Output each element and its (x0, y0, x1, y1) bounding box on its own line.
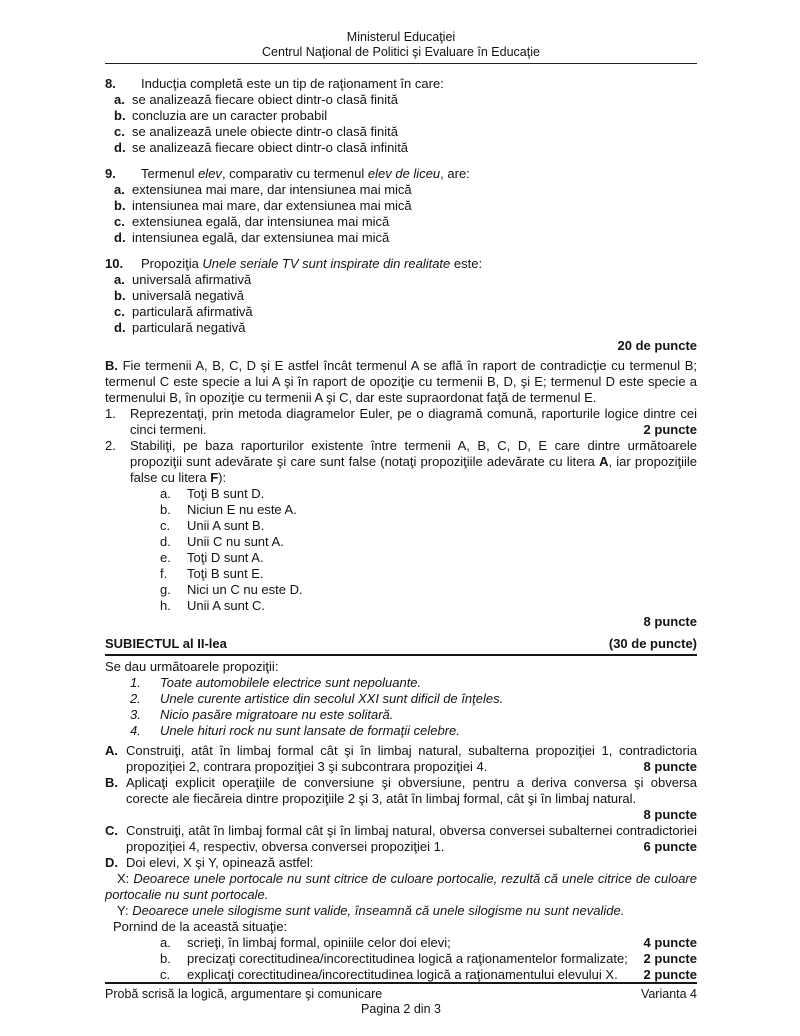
question-number: 8. (105, 76, 116, 91)
statement-label: e. (160, 550, 171, 565)
question-number: 9. (105, 166, 116, 181)
option-label: b. (114, 108, 126, 123)
statement-label: b. (160, 502, 171, 517)
statement-text: Unii A sunt B. (187, 518, 265, 533)
statement-text: Nici un C nu este D. (187, 582, 303, 597)
statement-label: c. (160, 518, 171, 533)
option-b (105, 288, 697, 304)
partB-item-2 (105, 438, 697, 486)
statement-text: Toţi B sunt E. (187, 566, 264, 581)
item-number: 2. (105, 438, 116, 453)
option-label: d. (114, 320, 126, 335)
option-text: extensiunea egală, dar intensiunea mai mică (132, 214, 390, 229)
proposition-text: Unele curente artistice din secolul XXI sunt dificil de înţeles. (160, 691, 504, 706)
subtask-points: 4 puncte (643, 935, 697, 950)
option-d (105, 320, 697, 336)
option-label: d. (114, 230, 126, 245)
proposition-number: 3. (130, 707, 141, 722)
subject2-total-points: (30 de puncte) (608, 636, 697, 651)
option-label: a. (114, 92, 125, 107)
task-C (105, 823, 697, 855)
subtask-label: a. (160, 935, 171, 950)
subtask-c (105, 967, 697, 983)
option-text: intensiunea mai mare, dar extensiunea mai mică (132, 198, 412, 213)
option-label: d. (114, 140, 126, 155)
task-label: A. (105, 743, 118, 758)
option-c (105, 214, 697, 230)
option-b (105, 108, 697, 124)
statement-g (105, 582, 697, 598)
document-header (105, 30, 697, 64)
option-text: extensiunea mai mare, dar intensiunea mai mică (132, 182, 412, 197)
option-c (105, 304, 697, 320)
question-9 (105, 166, 697, 246)
document-body (105, 30, 697, 983)
option-c (105, 124, 697, 140)
option-label: b. (114, 198, 126, 213)
statement-f (105, 566, 697, 582)
subtask-points: 2 puncte (643, 967, 697, 982)
option-d (105, 140, 697, 156)
footer-variant: Varianta 4 (640, 987, 697, 1001)
subject2-subtasks (105, 935, 697, 983)
proposition-number: 4. (130, 723, 141, 738)
statement-label: h. (160, 598, 171, 613)
task-label: B. (105, 775, 118, 790)
statement-text: Toţi B sunt D. (187, 486, 265, 501)
subtask-label: b. (160, 951, 171, 966)
proposition-text: Toate automobilele electrice sunt nepoluante. (160, 675, 422, 690)
subject2-lead: Se dau următoarele propoziţii: (105, 659, 279, 674)
option-label: a. (114, 272, 125, 287)
statement-text: Niciun E nu este A. (187, 502, 297, 517)
option-d (105, 230, 697, 246)
statement-c (105, 518, 697, 534)
subtask-a (105, 935, 697, 951)
partB-points: 8 puncte (643, 614, 697, 629)
subject2-propositions (105, 675, 697, 739)
statement-a (105, 486, 697, 502)
subject2-heading (105, 636, 697, 656)
subtask-text: explicaţi corectitudinea/incorectitudinea logică a raţionamentului elevului X. (187, 967, 618, 982)
task-D (105, 855, 697, 871)
partB-intro: B. Fie termenii A, B, C, D şi E astfel încât termenul A se află în raport de contradicţie cu termenul B; termenul C este specie a lui A şi în raport de opoziţie cu termenii B, D, şi E; termenul D este specie a termenului B, în opoziţie cu termenii A şi C, dar este supraordonat faţă de termenul E. (105, 358, 697, 405)
task-label: D. (105, 855, 118, 870)
item-text: Reprezentaţi, prin metoda diagramelor Euler, pe o diagramă comună, raporturile logice dintre cei cinci termeni. (130, 406, 697, 437)
item-points: 2 puncte (643, 422, 697, 437)
document-footer (105, 982, 697, 1017)
statement-b (105, 502, 697, 518)
task-B-points: 8 puncte (643, 807, 697, 822)
task-text: Construiţi, atât în limbaj formal cât şi în limbaj natural, subalterna propoziţiei 1, contradictoria propoziţiei 2, contrara propoziţiei 3 şi subcontrara propoziţiei 4. (126, 743, 697, 774)
task-label: C. (105, 823, 118, 838)
center-title: Centrul Naţional de Politici şi Evaluare în Educaţie (262, 45, 540, 59)
item-text: Stabiliţi, pe baza raporturilor existente între termenii A, B, C, D, E care dintre următoarele propoziţii sunt adevărate şi care sunt false (notaţi propoziţiile adevărate cu litera A, iar propoziţiile false cu litera F): (130, 438, 697, 485)
footer-exam-name: Probă scrisă la logică, argumentare şi comunicare (105, 987, 383, 1001)
option-text: intensiunea egală, dar extensiunea mai mică (132, 230, 390, 245)
option-text: particulară afirmativă (132, 304, 253, 319)
option-text: particulară negativă (132, 320, 246, 335)
option-label: c. (114, 214, 125, 229)
subject2-title: SUBIECTUL al II-lea (105, 636, 227, 651)
proposition-text: Nicio pasăre migratoare nu este solitară. (160, 707, 394, 722)
statement-label: g. (160, 582, 171, 597)
subtask-text: scrieţi, în limbaj formal, opiniile celor doi elevi; (187, 935, 451, 950)
option-label: c. (114, 124, 125, 139)
option-text: universală negativă (132, 288, 245, 303)
task-A (105, 743, 697, 775)
item-number: 1. (105, 406, 116, 421)
subtask-b (105, 951, 697, 967)
footer-page-number: Pagina 2 din 3 (361, 1002, 441, 1016)
proposition-number: 2. (130, 691, 141, 706)
option-a (105, 182, 697, 198)
option-text: concluzia are un caracter probabil (132, 108, 328, 123)
task-points: 8 puncte (643, 759, 697, 774)
statement-d (105, 534, 697, 550)
statement-label: f. (160, 566, 168, 581)
statement-label: d. (160, 534, 171, 549)
question-stem: Termenul elev, comparativ cu termenul elev de liceu, are: (141, 166, 470, 181)
option-text: universală afirmativă (132, 272, 252, 287)
question-number: 10. (105, 256, 124, 271)
option-label: a. (114, 182, 125, 197)
statement-h (105, 598, 697, 614)
option-text: se analizează unele obiecte dintr-o clasă finită (132, 124, 398, 139)
question-10 (105, 256, 697, 336)
partB-item-1 (105, 406, 697, 438)
subtask-points: 2 puncte (643, 951, 697, 966)
ministry-title: Ministerul Educaţiei (346, 30, 456, 44)
option-b (105, 198, 697, 214)
option-label: b. (114, 288, 126, 303)
statement-e (105, 550, 697, 566)
proposition-text: Unele hituri rock nu sunt lansate de formaţii celebre. (160, 723, 460, 738)
statement-text: Unii A sunt C. (187, 598, 266, 613)
opinion-Y: Y: Deoarece unele silogisme sunt valide, înseamnă că unele silogisme nu sunt nevalide. (117, 903, 625, 918)
task-points: 6 puncte (643, 839, 697, 854)
question-stem: Inducţia completă este un tip de raţionament în care: (141, 76, 444, 91)
partB-statements (105, 486, 697, 614)
option-label: c. (114, 304, 125, 319)
task-text: Aplicaţi explicit operaţiile de conversiune şi obversiune, pentru a deriva conversa şi obversa corecte ale fiecăreia dintre propoziţiile 2 şi 3, atât în limbaj formal, cât şi în limbaj natural. (126, 775, 697, 806)
task-text: Doi elevi, X şi Y, opinează astfel: (126, 855, 314, 870)
proposition-1 (105, 675, 697, 691)
statement-label: a. (160, 486, 171, 501)
option-a (105, 92, 697, 108)
part1-points: 20 de puncte (617, 338, 697, 353)
opinion-X: X: Deoarece unele portocale nu sunt citrice de culoare portocalie, rezultă că unele citrice de culoare portocalie nu sunt portocale. (105, 871, 697, 902)
proposition-4 (105, 723, 697, 739)
proposition-number: 1. (130, 675, 141, 690)
question-8 (105, 76, 697, 156)
option-a (105, 272, 697, 288)
proposition-3 (105, 707, 697, 723)
proposition-2 (105, 691, 697, 707)
statement-text: Toţi D sunt A. (187, 550, 264, 565)
task-B (105, 775, 697, 807)
subtask-label: c. (160, 967, 171, 982)
option-text: se analizează fiecare obiect dintr-o clasă finită (132, 92, 398, 107)
subtask-text: precizaţi corectitudinea/incorectitudinea logică a raţionamentelor formalizate; (187, 951, 628, 966)
statement-text: Unii C nu sunt A. (187, 534, 284, 549)
question-stem: Propoziţia Unele seriale TV sunt inspirate din realitate este: (141, 256, 483, 271)
option-text: se analizează fiecare obiect dintr-o clasă infinită (132, 140, 409, 155)
task-text: Construiţi, atât în limbaj formal cât şi în limbaj natural, obversa conversei subalternei contradictoriei propoziţiei 4, respectiv, obversa conversei propoziţiei 1. (126, 823, 697, 854)
subject2-closing: Pornind de la această situaţie: (113, 919, 288, 934)
